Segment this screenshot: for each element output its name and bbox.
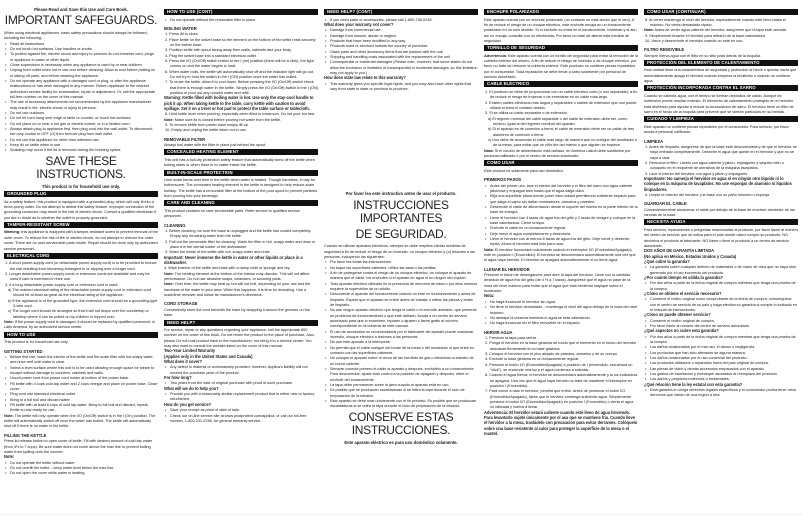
bullet-item: • Por favor llame al número del centro de servicio autorizado. xyxy=(644,323,798,328)
section-heading: COMO USAR (CONTINUAR) xyxy=(644,9,798,15)
bullet-item: • No use ningún aparato eléctrico que tenga el cable o el enchufe averiado, que presente un problema de funcionamiento o que esté dañado. Acuda a un centro de servicio autorizado para que lo examinen, reparen o ajusten o llame gratis al número correspondiente en la cubierta de este manual. xyxy=(324,307,478,328)
bullet-item: • Select a level surface where this unit is to be used allowing enough space for steam to escape without damage to counters, cabinets and walls. xyxy=(4,365,158,376)
numbered-item: 1. Antes de limpiarlo, asegúrese de que la base esté desconectada y de que el hervidor se haya enfriado completamente. Deseche el agua que quede en el hervidor y que no se vaya a usar. xyxy=(645,143,797,160)
bullet-item: • To protect against fire, electric shock and injury to persons do not immerse cord, plugs or appliance in water or other liquid. xyxy=(4,51,158,62)
bullet-item: • Do not let cord hang over edge of table or counter, or touch hot surfaces. xyxy=(4,115,158,120)
section-heading: HOW TO USE xyxy=(4,332,158,338)
numbered-item: 5. Press the I/O (On/Off) switch button to the I (on) position (there will be a click), the light comes on and the water begins to heat. xyxy=(165,57,314,69)
lead-label: Nota: xyxy=(484,147,494,153)
bullet-item: • Por favor lea todas las instrucciones. xyxy=(324,259,478,264)
bullet-item: • Uncoil power cord from power cord holder at bottom of the power base. xyxy=(4,375,158,380)
bullet-item: • Los daños y perjuicios indirectos o incidentales. xyxy=(644,376,798,381)
bullet-item: • Do not operate the kettle without water. xyxy=(4,460,158,465)
paragraph-text: this appliance is equipped with a tamper-resistant screw to prevent removal of the outer cover. To reduce the risk of fire or electric shock, do not attempt to remove the outer cover. There are no user-serviceable parts inside. Repair should be done only by authorized service personnel. xyxy=(4,229,158,251)
subheading: GUARDAR EL CABLE xyxy=(644,201,687,207)
question-heading: Two-Year Limited Warranty xyxy=(164,348,216,354)
column-4 xyxy=(484,0,638,436)
bullet-item: • No llene el hervidor demasiado – mantenga el nivel del agua debajo de la línea del nivel máximo. xyxy=(484,304,638,315)
section-heading: CUIDADO Y LIMPIEZA xyxy=(644,116,798,122)
section-heading: ELECTRICAL CORD xyxy=(4,253,158,259)
paragraph xyxy=(4,319,158,330)
sub-item: c) The longer cord should be arranged so that it will not drape over the countertop or tabletop where it can be pulled on by children or tripped over. xyxy=(8,308,149,319)
bullet-item: • Consequential or incidental damages (Please note, however, that some states do not allow the exclusion or limitation of consequential or incidental damages, so this limitation may not apply to you.) xyxy=(324,59,478,75)
section-heading: ENCHUFE POLARIZADO xyxy=(484,9,638,15)
bullet-item: • Es posible que se produzcan escaldaduras si se retira la tapa durante el ciclo de preparación de la infusión. xyxy=(324,387,478,398)
paragraph: Press lid release button to open cover of kettle. Fill with desired amount of cold tap water (from 4½ to 7 cups). Be sure water does not come above the max line to prevent boiling water from spilling onto the counter. xyxy=(4,438,153,454)
numbered-item: 6. When water boils, the kettle will automatically shut off and the indicator light will go out. Do not try to hold the switch in the I (ON) position once the water has boiled. xyxy=(165,68,314,79)
numbered-item: 6. Cuando el agua hierva, el hervidor se desconectará automáticamente y la luz indicadora se apagará. Una vez que el agua haya hervido no trate de mantener el interruptor en posición I (Encendido). xyxy=(485,372,638,388)
section-heading: BUILT-IN-SCALE PROTECTION xyxy=(164,170,318,176)
subheading: PRIMEROS PASOS xyxy=(484,177,522,183)
divider xyxy=(0,514,802,515)
centered-note: Este aparato eléctrico es para uso doméstico solamente. xyxy=(344,439,458,445)
bullet-item: • If you need parts or accessories, please call 1-800-738-0245. xyxy=(324,17,478,22)
bullet-item: • This warranty gives you specific legal rights, and you may also have other rights that vary from state to state or province to province. xyxy=(324,81,478,92)
spacer xyxy=(324,0,478,7)
bullet-item: • Por dos años a partir de la fecha original de compra mientras que tenga una prueba de la compra. xyxy=(644,280,798,291)
section-heading: GROUNDED PLUG xyxy=(4,191,158,197)
column-5 xyxy=(644,0,798,398)
bullet-item: • Enchufe el cable en un tomacorriente regular. xyxy=(484,225,638,230)
question-heading: Nota: xyxy=(484,293,495,299)
bullet-item: • No destape la cubierta mientras el agua se está calentando. xyxy=(484,315,638,320)
paragraph: When using electrical appliances, basic safety precautions should always be followed, including the following: xyxy=(4,29,148,41)
numbered-item: 1. Presione la tapa para cerrar. xyxy=(485,334,537,340)
bullet-item: • Deje hervir el agua completamente y deséchela. xyxy=(484,231,638,236)
numbered-item: 3. Coloque el hervidor con el pico alejado de paredes, armarios y de su cuerpo. xyxy=(485,350,618,356)
spacer xyxy=(164,0,318,7)
bullet-item: • The use of accessory attachments not recommended by the appliance manufacturer may result in fire, electric shock or injury to persons. xyxy=(4,99,158,110)
numbered-item: 7. To reuse the kettle, allow it to cool down. Before pressing the I/O (On/Off) switch check that there is enough water in the kettle. Simply press the I/O (On/Off) switch to the I (ON) position or pour out any unused water and refill. xyxy=(165,79,318,95)
question-heading: ¿Cómo se puede obtener servicio? xyxy=(644,312,711,318)
lead-label: Note: xyxy=(164,270,174,276)
bullet-item: • Damage from misuse, abuse or neglect xyxy=(324,33,478,38)
lead-label: Note: xyxy=(4,412,14,418)
bullet-item: • Do not operate without the removable filter in place. xyxy=(164,17,318,22)
bold-paragraph: Warning: Kettle filled with boiling water is hot. Use only the stay-cool handle to pick it up. When taking kettle to the table, carry kettle with caution to avoid spillage. Set it on a trivet or hot pad to protect the table surface or tablecloth. xyxy=(164,95,314,111)
question-heading: For how long? xyxy=(164,375,192,381)
subheading: FILLING THE KETTLE xyxy=(4,432,47,438)
paragraph: Lime scale forms over time in the kettle when water is heated. Though harmless, it may be bothersome. The concealed heating element in the kettle is designed to help reduce scale buildup. The kettle has a removable filter at the bottom of the pour spout to prevent particles from pouring into your beverage. xyxy=(164,177,318,199)
numbered-item: 10. Empty and unplug the kettle when not in use. xyxy=(165,127,247,133)
lead-label: Note: xyxy=(164,116,174,122)
bullet-item: • La tapa debe permanecer sobre la jarra cuando el aparato está en uso. xyxy=(324,382,478,387)
bullet-item: • Save your receipt as proof of date of sale. xyxy=(164,407,318,412)
bullet-item: • Do not open the cover while water is heating. xyxy=(4,470,158,475)
bullet-item: • Do not operate any appliance with a damaged cord or plug, or after the appliance malfunctions or has been damaged in any manner. Return appliance to the nearest authorized service facility for examination, repair or adjustment. Or, call the appropriate toll-free number on the cover of this manual. xyxy=(4,78,158,99)
bullet-item: • Do not overfill the kettle – keep water level below the max line. xyxy=(4,465,158,470)
bullet-item: • Todo aparato eléctrico utilizado en la presencia de menores de edad o por ellos mismos requiere la supervisión de un adulto. xyxy=(324,281,478,292)
subheading: HERVIR AGUA xyxy=(484,329,513,335)
numbered-item: 9. Simplemente levante el hervidor para retirarlo de la base calentadora. xyxy=(645,32,766,38)
paragraph: For service, repair or any questions regarding your appliance, call the appropriate 800 number on the cover of this book. Do not return the product to the place of purchase. Also, please Do not mail product back to the manufacturer, nor bring it to a service center. You may also want to consult the website listed on the cover of this manual. xyxy=(164,327,315,349)
question-heading: ¿Qué aspectos no cubre esta garantía? xyxy=(644,328,719,334)
numbered-item: 7. Para volver a usar el hervidor, permita que enfríe. Antes de presionar el botón I/O (Encendido/Apagado), fíjese que el hervidor contenga suficiente agua. Simplemente presione el botón I/O (Encendido/Apagado) en posición I (Encendido) o vierta el agua no utilizada y vuelva a llenar. xyxy=(485,388,634,410)
paragraph: Para servicio, reparaciones o preguntas relacionadas al producto, por favor llame al número del centro de servicio que se indica para el país donde usted compró su producto. NO devuelva el producto al fabricante. NO llame o lleve el producto a un centro de servicio autorizado. xyxy=(644,226,798,248)
numbered-item: 4. Enchufe la base giratoria en un tomacorriente regular. xyxy=(485,356,580,362)
bullet-item: • No coloque el aparato sobre ni cerca de las hornillas de gas o eléctricas ni adentro de un horno caliente. xyxy=(324,355,478,366)
bullet-item: • Provide you with a reasonably similar replacement product that is either new or factory refurbished. xyxy=(164,391,318,402)
bullet-item: • Los daños ocasionados por el uso comercial del producto. xyxy=(644,355,798,360)
subheading: LLENAR EL HERVIDOR xyxy=(484,266,530,272)
numbered-item: 1. El producto se debe de proporcionar con un cable eléctrico corto (o uno separable), a fin de reducir el riesgo de tropezar o de enredarse en un cable más largo. xyxy=(485,88,638,100)
bullet-item: • Desenrolle el cable de alimentación desde el soporte del mismo en la parte inferior de la base de energía. xyxy=(484,204,638,215)
paragraph: As a safety feature, this product is equipped with a grounded plug, which will only fit into a three-prong outlet. Do not attempt to defeat this safety feature. Improper connection of the grounding conductor may result in the risk of electric shock. Consult a qualified electrician if you are in doubt as to whether the outlet is properly grounded. xyxy=(4,198,157,220)
bullet-item: • La garantía cubre cualquier defecto de materiales o de mano de obra que no haya sido generado por el uso incorrecto del producto. xyxy=(644,264,798,275)
document-title: DE SEGURIDAD. xyxy=(355,226,447,241)
centered-note: This product is for household use only. xyxy=(41,183,121,189)
bullet-item: • Las piezas de vidrio y demás accesorios empacados con el aparato. xyxy=(644,366,798,371)
question-heading: What will we do to help you? xyxy=(164,385,219,391)
bullet-item: • Any defect in material or workmanship provided; however, Applica's liability will not exceed the purchase price of the product. xyxy=(164,364,318,375)
paragraph xyxy=(484,247,638,263)
document-title: IMPORTANT SAFEGUARDS. xyxy=(4,13,158,28)
subheading: CORD STORAGE xyxy=(164,301,198,307)
bullet-item: • Fill kettle with 4 cups cold tap water and 2 cups vinegar and place on power base. Close cover. xyxy=(4,381,158,392)
paragraph: Convenientemente almacenar el cable por debajo de la base de envolver alrededor de las ranuras de la base. xyxy=(644,206,795,217)
paragraph-text: Make sure lid is closed before pouring hot water from the kettle. xyxy=(173,116,281,122)
bullet-item: • Desconecte el aparato del tomacorriente cuando no esté en funcionamiento y antes de limpiarlo. Espere que el aparato se enfríe antes de instalar o retirar las piezas y antes de limpiarlo. xyxy=(324,291,478,307)
document-title: INSTRUCCIONES IMPORTANTES xyxy=(353,197,449,226)
paragraph: Conveniently store the cord beneath the base by wrapping it around the grooves on the base. xyxy=(164,306,310,318)
paragraph xyxy=(164,271,318,282)
lead-label: Note: xyxy=(164,281,174,287)
bullet-item: • Plug cord into standard electrical outlet. xyxy=(4,391,158,396)
paragraph: Cuando se calienta agua, con el tiempo se forman depósitos de calcio. Aunque es inofensivo puede resultar molesto. El elemento de calentamiento protegido en el hervidor está diseñado para ayudar a reducir la acumulación de sarro. El hervidor tiene un filtro de sarro en el fondo de la boquilla para prevenir que se viertan partículas en su bebida. xyxy=(644,92,794,114)
question-heading: (Applies only in the United States and Canada) xyxy=(164,353,253,359)
bullet-item: • Bring to a full boil and discard water. xyxy=(4,397,158,402)
bullet-item: • Siempre conecte primero el cable al aparato y después, enchúfelo a un tomacorriente. Para desconectar, ajuste todo control a la posición de apagado y después, retire el enchufe del tomacorriente. xyxy=(324,366,478,382)
numbered-item: 5. Presione el botón I/O (Encendido/Apagado) a posición de I (encendido; escuchará un "click"), se enciende una luz y el agua comienza a calentar. xyxy=(485,361,633,372)
paragraph: This product is for household use only. xyxy=(4,339,69,345)
sub-item: c) Uno debe de acomodar el cable más largo de manera que no cuelgue del mostrador o de la mesa, para evitar que un niño tire del mismo o que alguien se tropiece. xyxy=(488,137,637,148)
subheading: REMOVABLE FILTER xyxy=(164,136,206,142)
spacer xyxy=(484,0,638,7)
lead-label: Nota: xyxy=(484,246,494,252)
paragraph: This product contains no user serviceable parts. Refer service to qualified service personnel. xyxy=(164,207,300,219)
document-title: SAVE THESE INSTRUCTIONS. xyxy=(36,153,126,182)
bullet-item: • Products used or serviced outside the country of purchase xyxy=(324,43,478,48)
paragraph-text: Si el cordón de alimentación está dañado, en América Latina debe sustituirse por personal calificado o por el centro de servicio autorizado. xyxy=(484,147,631,159)
bullet-item: • Los daños ocasionados por el mal uso, el abuso o negligencia. xyxy=(644,344,798,349)
bullet-item: • Close supervision is necessary when any appliance is used by or near children. xyxy=(4,62,158,67)
paragraph: Siempre hierva agua con el filtro en su sitio justo detrás de la boquilla. xyxy=(644,52,761,58)
section-heading: PROTECCIÓN INCORPORADA CONTRA EL SARRO xyxy=(644,85,798,91)
numbered-item: 1. Press lid to close. xyxy=(165,31,199,37)
bullet-item: • Los productos que han sido alterados de alguna manera. xyxy=(644,350,798,355)
section-heading: COMO USAR xyxy=(484,160,638,166)
paragraph xyxy=(644,27,798,32)
centered-note: Por favor lea este instructivo antes de usar el producto. xyxy=(345,191,457,197)
paragraph: Presione el botón de desenganche para abrir la tapa del hervidor. Llene con la cantidad deseada de agua fría del grifo (de 4 ½ a 7 tazas). Asegúrese que el agua no pase de la línea del nivel máximo para evitar que el agua que está hirviendo salpique sobre el mostrador. xyxy=(484,272,631,294)
numbered-item: 2. Remueva el filtro. Lávelo con agua caliente y jabón, enjuáguelo y séquelo bien o colóquelo en el recipiente de utensilios de la máquina lavaplatos. xyxy=(645,159,784,171)
numbered-item: 4. Limpie el exterior del hervidor y la base con un paño húmedo o esponja. xyxy=(645,191,770,197)
bullet-item: • Products that have been modified in any way xyxy=(324,38,478,43)
bullet-item: • Por dos años a partir de la fecha original de compra mientras que tenga una prueba de la compra. xyxy=(644,334,798,345)
section-heading: NEED HELP? xyxy=(164,320,318,326)
spacer xyxy=(4,0,158,7)
bullet-item: • Do not use this appliance for other than intended use. xyxy=(4,137,158,142)
numbered-item: 3. If a long detachable power-supply cord or extension cord is used: xyxy=(5,281,119,287)
subheading: CLEANING xyxy=(164,222,186,228)
column-1 xyxy=(4,0,158,476)
bullet-item: • Do not use outdoors. xyxy=(4,110,158,115)
question-heading: What does your warranty not cover? xyxy=(324,21,394,27)
paragraph-text: Este aparato cuenta con un tornillo de seguridad para evitar la remoción de la cubierta exterior del mismo. A fin de reducir el riesgo de incendio o de choque eléctrico, por favor no trate de remover la cubierta exterior. Este producto no contiene piezas reparables por el consumidor. Toda reparación se debe llevar a cabo solamente por personal de servicio autorizado. xyxy=(484,52,638,80)
bullet-item: • Esta garantía le otorga derechos legales específicos y el consumidor podría tener otros derechos que varían de una región a otra. xyxy=(644,387,798,398)
numbered-item: 2. Pull out the removable filter for cleaning. Wash the filter in hot, soapy water and rinse or place it in the utensil holder of the dishwasher. xyxy=(165,238,316,250)
column-2 xyxy=(164,0,318,423)
section-heading: HOW TO USE (CONT) xyxy=(164,9,318,15)
bullet-item: • Before first use, wash the interior of the kettle and the scale filter with hot soapy water and rinse well until water is clear. xyxy=(4,354,158,365)
lead-label: Note: xyxy=(4,319,14,325)
bullet-item: • Los productos utilizados o reparados fuera del país original de compra. xyxy=(644,360,798,365)
centered-note: Please Read and Save this Use and Care Book. xyxy=(34,7,128,12)
numbered-item: 3. Position kettle with spout facing away from walls, cabinets and your body. xyxy=(165,47,292,53)
numbered-item: 8. Hold kettle level when pouring, especially when filled to maximum. Do not pour too fast. xyxy=(165,111,316,117)
question-heading: DOS AÑOS DE GARANTÍA LIMITADA xyxy=(644,248,715,254)
bold-paragraph: Advertencia: El hervidor estará caliente cuando esté lleno de agua hirviendo. Para levantarlo sujete únicamente por el asa que se mantiene fría. Cuando lleve el hervidor a la mesa, trasládelo con precaución para evitar derrames. Colóquelo sobre una base resistente al calor para proteger la superficie de la mesa o el mantel. xyxy=(484,409,638,437)
subheading: BOILING WATER xyxy=(164,25,197,31)
bullet-item: • Glass parts and other accessory items that are packed with the unit xyxy=(324,49,478,54)
bullet-item: • Shipping and handling costs associated with the replacement of the unit xyxy=(324,54,478,59)
spacer xyxy=(644,0,798,7)
bullet-item: • Unplug from outlet when not in use and before cleaning. Allow to cool before putting on or taking off parts, and before cleaning the appliance. xyxy=(4,67,158,78)
document-title: CONSERVE ESTAS INSTRUCCIONES. xyxy=(348,409,454,438)
sub-item: a) The marked electrical rating of the detachable power-supply cord or extension cord should be at least as great as the electrical rating of the appliance. xyxy=(8,287,151,298)
subheading: GETTING STARTED xyxy=(4,348,43,354)
numbered-item: 9. To remove kettle from power base simply lift up. xyxy=(165,122,249,128)
paragraph-text: Antes de verter agua caliente del hervidor, asegúrese que la tapa esté cerrada. xyxy=(653,27,787,33)
paragraph-text: If the power supply cord is damaged, it should be replaced by qualified personnel; in Latin America, by an authorized service center. xyxy=(4,319,156,330)
bullet-item: • No haga funcionar sin el filtro removible en el espacio. xyxy=(484,320,638,325)
bullet-item: • Los gastos de tramitación y embarque asociados al reemplazo del producto. xyxy=(644,371,798,376)
paragraph-text: El hervidor funcionará únicamente cuando el interruptor I/O (Encendido/Apagado) esté en posición I (Encendido). El hervidor se desconectará automáticamente una vez que el agua haya hervido. El hervidor se apagará automáticamente si no tiene agua. xyxy=(484,246,636,263)
sub-item: a) El régimen nominal del cable separable o del cable de extensión debe ser, como mínimo, igual al del régimen nominal del aparato. xyxy=(488,115,628,126)
bullet-item: • Always attach plug to appliance first, then plug cord into the wall outlet. To disconnect, turn any control to OFF (O) then remove plug from wall outlet. xyxy=(4,126,158,137)
bold-paragraph: Importante: No sumerja el hervidor en agua ni en ningún otro líquido ni lo coloque en la máquina de lavaplatos. No use esponjas de aluminio ni líquidos limpiadores. xyxy=(644,175,792,192)
bullet-item: • Two years from the date of original purchase with proof of such purchase. xyxy=(164,380,318,385)
paragraph xyxy=(484,53,638,80)
bullet-item: • No permita que el cable cuelgue del borde de la mesa o del mostrador ni que entre en contacto con las superficies calientes. xyxy=(324,345,478,356)
lead-label: Warning: xyxy=(4,229,21,235)
bullet-item: • Conserve el recibo original de compra. xyxy=(644,318,798,323)
subheading: FILTRO REMOVIBLE xyxy=(644,47,685,53)
subheading: LIMPIEZA xyxy=(644,138,664,144)
spacer xyxy=(324,91,478,191)
bold-paragraph: Important: Never immerse the kettle in water or other liquids or place in a dishwasher. xyxy=(164,254,303,266)
bullet-item: • No haga funcionar el hervidor sin agua. xyxy=(484,299,638,304)
paragraph-text: The kettle will only operate when the I/O (On/Off) switch is in the I (On) position. The kettle will automatically switch off once the water has boiled. The kettle will automatically shut off if there is no water in the kettle. xyxy=(4,412,156,429)
numbered-item: 2. Existen cables eléctricos más largos y separables o cables de extensión que uno puede utilizar si toma el cuidado debido. xyxy=(485,99,637,110)
bullet-item: • Fill kettle with at least 6 cups of cold tap water. Bring to full boil and discard; repeat. Kettle is now ready for use. xyxy=(4,402,158,413)
bullet-item: • Damage from commercial use xyxy=(324,27,478,32)
section-heading: NEED HELP? (CONT) xyxy=(324,9,478,15)
bullet-item: • Read all instructions. xyxy=(4,41,158,46)
bullet-item: • Elija una superficie plana donde poner esta unidad permitiendo suficiente espacio para que salga el vapor sin dañar mostradores, armarios y paredes. xyxy=(484,193,638,204)
section-heading: TORNILLO DE SEGURIDAD xyxy=(484,45,638,51)
numbered-item: 2. Ponga el hervidor en la base giratoria de modo que el elemento en el fondo del hervidor descanse firmemente en la base giratoria. xyxy=(485,340,637,351)
question-heading: (No aplica en México, Estados Unidos y Canada) xyxy=(644,253,737,259)
question-heading: How do you get service? xyxy=(164,401,212,407)
paragraph xyxy=(4,229,158,250)
paragraph xyxy=(4,413,158,429)
bullet-item: • No toque las superficies calientes. Utilice las asas o las perillas. xyxy=(324,265,478,270)
numbered-item: 1. Before cleaning, be sure the base is unplugged and the kettle has cooled completely. Empty any remaining water from the kettle. xyxy=(165,228,312,239)
paragraph xyxy=(484,148,638,159)
numbered-item: 3. Lave el interior del hervidor con agua y jabón y enjuáguelo. xyxy=(645,170,749,176)
bullet-item: • El uso de accesorios no recomendados por el fabricante del aparato puede ocasionar incendio, choque eléctrico o lesiones a las personas. xyxy=(324,329,478,340)
numbered-item: 3. Wash the inside of the kettle with hot, soapy water and rinse. xyxy=(165,249,271,255)
bullet-item: • A fin de protegerse contra el riesgo de un choque eléctrico, no coloque el aparato de manera que el cable, los enchufes ni el aparato en agua ni en ningún otro líquido. xyxy=(324,270,478,281)
paragraph: This unit has a boil-dry protection safety feature that automatically turns off the kettle when boiling starts or when there is no water inside the kettle. xyxy=(164,156,315,168)
numbered-item: 3. Si se utiliza un cable separable o de extensión, xyxy=(485,110,568,116)
bullet-item: • Llene el hervidor con 4 tazas de agua fría del grifo y 2 tazas de vinagre y colóque en la base calentadora. Cierre la tapa. xyxy=(484,215,638,226)
paragraph xyxy=(164,281,318,297)
section-heading: TAMPER-RESISTANT SCREW xyxy=(4,222,158,228)
numbered-item: 2. Place kettle on the swivel base so the element on the bottom of the kettle rests securely on the swivel base. xyxy=(165,36,316,47)
question-heading: How does state law relate to this warranty? xyxy=(324,75,406,81)
question-heading: ¿Cómo se obtiene el servicio necesario? xyxy=(644,290,722,296)
question-heading: ¿Por cuánto tiempo es válida la garantía? xyxy=(644,274,723,280)
section-heading: CARE AND CLEANING xyxy=(164,200,318,206)
numbered-item: 2. Longer detachable power-supply cords or extension cords are available and may be used if care is exercised in their use. xyxy=(5,271,150,282)
sub-item: b) Si el aparato es de conexión a tierra, el cable de extensión debe ser un cable de tres alambres de conexión a tierra. xyxy=(488,126,635,137)
bullet-item: • Scalding may occur if the lid is removed during the brewing cycles. xyxy=(4,147,158,152)
numbered-item: 10. Vacíe y desenchufe el hervidor cuando no esté en uso. xyxy=(645,37,744,43)
bullet-item: • Check our on-line service site at www.prodprotect.com/applica, or call our toll-free number, 1-800-231-9786, for general warranty service. xyxy=(164,413,318,424)
numbered-item: 1. A short power-supply cord (or detachable power-supply cord) is to be provided to reduce the risk resulting from becoming entangled in or tripping over a longer cord. xyxy=(5,260,157,271)
bullet-item: • Conserve el recibo original como comprobante de la fecha de compra, comuníquese con el centro de servicio de su país y haga efectiva su garantía si cumple lo indicado en el manual de instrucciones. xyxy=(644,296,798,312)
numbered-item: 4. Plug the swivel base into a standard electrical outlet. xyxy=(165,52,257,58)
bullet-item: • No use este aparato a la intemperie. xyxy=(324,339,478,344)
question-heading: ¿Qué cubre la garantía? xyxy=(644,258,690,264)
column-3 xyxy=(324,0,478,445)
paragraph: Esta unidad tiene una característica de seguridad y protección al hervir o quedar vacía que automáticamente apaga el hervidor cuando empieza la ebullición o cuando no contiene agua. xyxy=(644,67,797,84)
paragraph-text: The heating element at the bottom of the interior may discolor. This will not affect performance. Do not use abrasive soaps, cleansers, or scouring pads. xyxy=(164,270,310,282)
section-heading: NECESITA AYUDA xyxy=(644,219,798,225)
bullet-item: • Antes del primer uso, lave el interior del hervidor y el filtro del sarro con agua caliente jabonosa y enjuague bien hasta que el agua salga clara. xyxy=(484,183,638,194)
bullet-item: • Do not place on or near a hot gas or electric burner, or in a heated oven. xyxy=(4,121,158,126)
section-heading: CONCEALED HEATING ELEMENT xyxy=(164,149,318,155)
question-heading: ¿Qué relación tiene la ley estatal con esta garantía? xyxy=(644,381,743,387)
paragraph-text: Over time, the kettle may heat up but will not boil, depending on your use and the hardness of the water in your area. When this happens, it is time for descaling. Use a scale/lime remover and follow its manufacturer's directions. xyxy=(164,281,311,298)
bullet-item: • Keep lid on kettle when in use. xyxy=(4,142,158,147)
paragraph: 4. Wipe exterior of the kettle and base with a damp cloth or sponge and dry. xyxy=(164,265,291,271)
lead-label: Advertencia: xyxy=(484,52,507,58)
paragraph: Cuando se utilizan aparatos eléctricos, siempre se debe respetar ciertas medidas de seguridad a fin de reducir el riesgo de un incendio, un choque eléctrico y (o) lesiones a las personas, incluyendo las siguientes: xyxy=(324,243,475,259)
paragraph: Este product es solamente para uso doméstico. xyxy=(484,167,564,173)
bullet-item: • Este aparato se debe usar únicamente con el fin previsto. Es posible que se produzcan escaldaduras si se retira la tapa durante el ciclo de preparación de la infusión. xyxy=(324,398,478,409)
question-heading: Note: xyxy=(4,454,15,460)
paragraph: Always boil water with the filter in place just behind the spout. xyxy=(164,142,267,148)
paragraph: Este aparato no contiene piezas reparables por el consumidor. Para servicio, por favor acuda a personal calificado. xyxy=(644,123,789,135)
section-heading: CABLE ELÉCTRICO xyxy=(484,81,638,87)
sub-item: b) If the appliance is of the grounded type, the extension cord should be a grounding-type 3-wire cord. xyxy=(8,297,158,309)
bullet-item: • Do not touch hot surfaces. Use handles or knobs. xyxy=(4,46,158,51)
section-heading: PROTECCIÓN DEL ELEMENTO DE CALENTAMIENTO xyxy=(644,60,798,66)
paragraph: Este aparato cuenta con un enchufe polarizado (un contacto es más ancho que el otro). A fin de reducir el riesgo de un choque eléctrico, este enchufe encaja en un tomacorriente polarizado en un solo sentido. Si el enchufe no entra en el tomacorriente, inviértalo y si aun así no encaja, consulte con un electricista. Por favor no trate de alterar esta medida de seguridad. xyxy=(484,16,637,43)
numbered-item: 8. Al verter mantenga el nivel del hervidor, especialmente cuando esté lleno hasta el máximo. No vierta demasiado rápido. xyxy=(645,16,786,27)
lead-label: Nota: xyxy=(644,27,654,33)
bullet-item: • Llene el hervidor con al menos 6 tazas de agua fría del grifo. Deje hervir y deseche; repita. Ahora el hervidor está listo para usar. xyxy=(484,236,638,247)
question-heading: What does it cover? xyxy=(164,359,202,365)
